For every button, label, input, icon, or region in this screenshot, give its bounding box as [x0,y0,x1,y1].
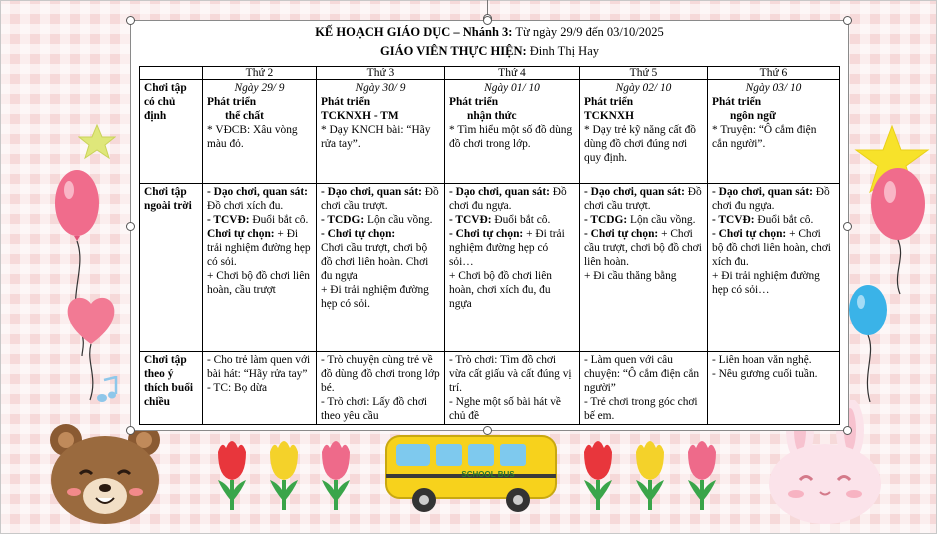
cell-text: - Trò chuyện cùng trẻ về đồ dùng đồ chơi trong lớp bé. [321,354,440,394]
header-day: Thứ 4 [445,67,580,80]
resize-handle-top-right[interactable] [843,16,852,25]
cell-heading: TCKNXH - TM [321,110,399,122]
table-cell [445,352,580,425]
table-cell [203,184,317,352]
cell-text: Đồ chơi cầu trượt. [321,186,439,212]
cell-text: * VĐCB: Xâu vòng màu đỏ. [207,124,298,150]
table-cell [708,184,840,352]
plan-title-dates: Từ ngày 29/9 đến 03/10/2025 [512,25,664,39]
school-bus-icon [384,432,558,514]
cell-heading: - Dạo chơi, quan sát: [207,186,308,198]
resize-handle-top-left[interactable] [126,16,135,25]
cell-text: Đồ chơi xích đu. [207,200,284,212]
cell-text: - Nêu gương cuối tuần. [712,368,818,380]
cell-heading: - TCVĐ: [712,214,755,226]
cell-text: Đồ chơi đu ngựa. [449,186,567,212]
cell-text: * Tìm hiểu một số đồ dùng đồ chơi trong lớp. [449,124,573,150]
plan-title-bold: KẾ HOẠCH GIÁO DỤC – Nhánh 3: [315,25,513,39]
cell-heading: Chơi tự chọn: [207,228,275,240]
table-cell [708,80,840,184]
cell-text: Đuổi bắt cô. [754,214,814,226]
plan-title [131,25,848,40]
cell-date: Ngày 02/ 10 [615,82,672,94]
cell-heading: - Chơi tự chọn: [321,228,396,240]
cell-text: - Làm quen với câu chuyện: “Ô cắm điện cắn người” [584,354,700,394]
cell-text: + Đi trải nghiệm đường hẹp có sỏi. [321,284,429,310]
cell-heading: Phát triển [712,96,762,108]
header-day: Thứ 2 [203,67,317,80]
cell-date: Ngày 01/ 10 [484,82,540,94]
resize-handle-left[interactable] [126,222,135,231]
cell-heading: - Dạo chơi, quan sát: [712,186,813,198]
row-label: Chơi tập có chủ định [140,80,203,184]
table-cell [317,184,445,352]
cell-heading: TCKNXH [584,110,634,122]
resize-handle-top[interactable] [483,16,492,25]
cell-text: + Đi cầu thăng bằng [584,270,677,282]
cell-date: Ngày 03/ 10 [745,82,802,94]
resize-handle-right[interactable] [843,222,852,231]
table-header-row [140,67,840,80]
cell-text: - Liên hoan văn nghệ. [712,354,812,366]
cell-text: * Dạy trẻ kỹ năng cất đồ dùng đồ chơi đúng nơi quy định. [584,124,696,164]
balloon-icon [866,166,928,296]
cell-heading: - Chơi tự chọn: [449,228,524,240]
cell-text: + Chơi bộ đồ chơi liên hoàn, chơi xích đu. [712,228,831,268]
table-cell [580,80,708,184]
resize-handle-bottom-right[interactable] [843,426,852,435]
cell-text: - Trẻ chơi trong góc chơi bế em. [584,396,698,422]
row-label: Chơi tập theo ý thích buổi chiều [140,352,203,425]
resize-handle-bottom-left[interactable] [126,426,135,435]
table-cell [317,352,445,425]
bear-icon [46,422,164,526]
cell-heading: - Dạo chơi, quan sát: [321,186,422,198]
cell-heading: - Dạo chơi, quan sát: [449,186,550,198]
table-row [140,80,840,184]
tulip-icon [580,440,724,512]
resize-handle-bottom[interactable] [483,426,492,435]
cell-heading: - TCDG: [584,214,628,226]
header-day: Thứ 6 [708,67,840,80]
cell-heading: thể chất [225,110,264,122]
cell-heading: - Chơi tự chọn: [584,228,659,240]
content-box[interactable] [130,20,849,431]
table-cell [445,184,580,352]
table-cell [445,80,580,184]
teacher-name: Đinh Thị Hay [526,44,599,58]
cell-text: Đuổi bắt cô. [249,214,309,226]
teacher-label: GIÁO VIÊN THỰC HIỆN: [379,44,527,58]
cell-text: - Trò chơi: Lấy đồ chơi theo yêu cầu [321,396,428,422]
cell-text: Đuổi bắt cô. [491,214,551,226]
star-icon [78,124,116,160]
music-note-icon [96,376,118,404]
header-day: Thứ 3 [317,67,445,80]
cell-heading: Phát triển [207,96,257,108]
cell-text: + Chơi cầu trượt, chơi bộ đồ chơi liên hoàn. [584,228,702,268]
cell-text: - Nghe một số bài hát về chủ đề [449,396,561,422]
cell-text: * Dạy KNCH bài: “Hãy rửa tay”. [321,124,431,150]
bus-sign: SCHOOL BUS [461,470,515,479]
tulip-icon [214,440,358,512]
cell-heading: - TCVĐ: [207,214,250,226]
cell-heading: nhận thức [467,110,517,122]
header-empty [140,67,203,80]
cell-text: - TC: Bọ dừa [207,382,268,394]
table-cell [203,352,317,425]
cell-text: + Đi trải nghiệm đường hẹp có sỏi… [712,270,820,296]
balloon-icon [846,284,890,404]
cell-date: Ngày 30/ 9 [355,82,406,94]
table-cell [580,184,708,352]
table-cell [580,352,708,425]
cell-heading: Phát triển [584,96,634,108]
cell-text: + Đi trải nghiệm đường hẹp có sỏi… [449,228,565,268]
cell-date: Ngày 29/ 9 [234,82,285,94]
cell-text: Lộn cầu vồng. [364,214,433,226]
cell-heading: Phát triển [321,96,371,108]
cell-heading: - Dạo chơi, quan sát: [584,186,685,198]
cell-text: Chơi cầu trượt, chơi bộ đồ chơi liên hoàn. Chơi đu ngựa [321,242,429,282]
cell-heading: - TCVĐ: [449,214,492,226]
cell-text: + Chơi bộ đồ chơi liên hoàn, cầu trượt [207,270,310,296]
cell-heading: ngôn ngữ [730,110,776,122]
table-cell [203,80,317,184]
cell-text: + Chơi bộ đồ chơi liên hoàn, chơi xích đu, đu ngựa [449,270,552,310]
cell-heading: - Chơi tự chọn: [712,228,787,240]
cell-text: - Cho trẻ làm quen với bài hát: “Hãy rửa tay” [207,354,311,380]
cell-text: * Truyện: “Ô cắm điện cắn người”. [712,124,817,150]
teacher-line [131,44,848,59]
cell-text: Đồ chơi cầu trượt. [584,186,702,212]
cell-text: Lộn cầu vồng. [627,214,696,226]
cell-text: - Trò chơi: Tìm đồ chơi vừa cất giấu và cất đúng vị trí. [449,354,572,394]
cell-text: + Đi trải nghiệm đường hẹp có sỏi. [207,228,311,268]
row-label: Chơi tập ngoài trời [140,184,203,352]
cell-heading: Phát triển [449,96,499,108]
table-cell [317,80,445,184]
cell-heading: - TCDG: [321,214,365,226]
table-cell [708,352,840,425]
header-day: Thứ 5 [580,67,708,80]
table-row [140,184,840,352]
plan-table [139,66,840,425]
table-row [140,352,840,425]
cell-text: Đồ chơi đu ngựa. [712,186,830,212]
